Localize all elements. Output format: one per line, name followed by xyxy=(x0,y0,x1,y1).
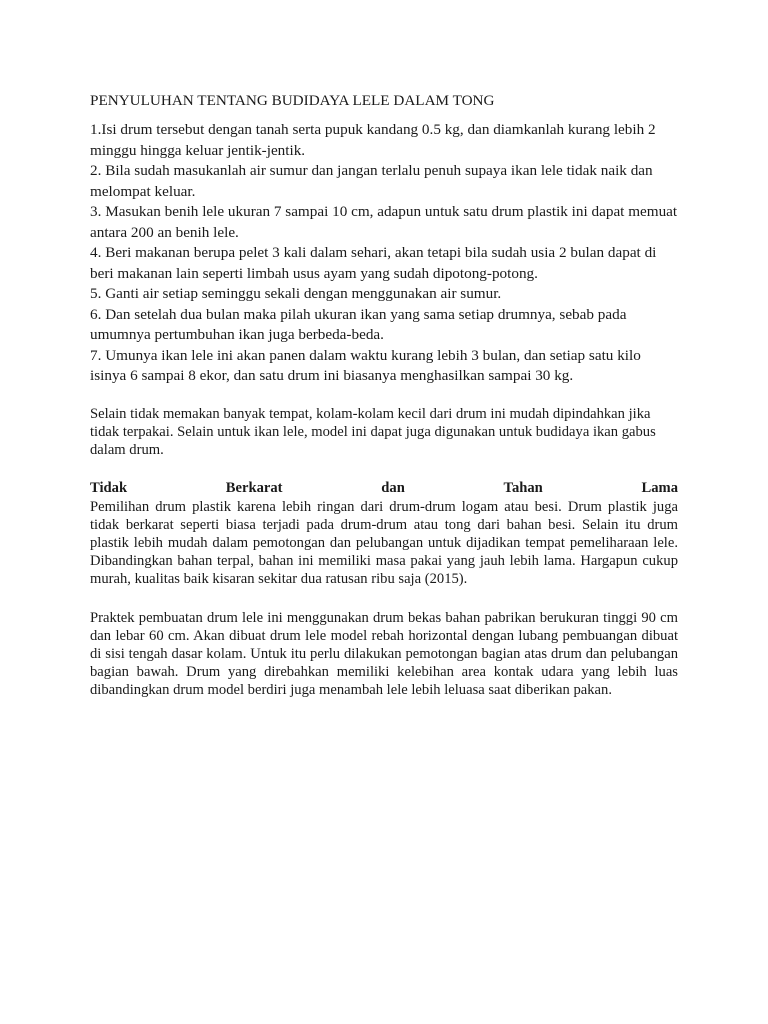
document-page xyxy=(90,91,678,700)
section-heading-word: Berkarat xyxy=(225,480,283,497)
section-heading xyxy=(90,479,678,497)
step-item: 6. Dan setelah dua bulan maka pilah ukuran ikan yang sama setiap drumnya, sebab pada umumnya pertumbuhan ikan juga berbeda-beda. xyxy=(90,305,627,343)
spacer xyxy=(90,459,678,479)
steps-list xyxy=(90,120,678,387)
section-heading-word: Tahan xyxy=(503,480,543,497)
section-heading-word: Tidak xyxy=(90,480,128,497)
spacer xyxy=(90,387,678,405)
step-item: 4. Beri makanan berupa pelet 3 kali dalam sehari, akan tetapi bila sudah usia 2 bulan dapat di beri makanan lain seperti limbah usus ayam yang sudah dipotong-potong. xyxy=(90,244,657,282)
section-paragraph: Pemilihan drum plastik karena lebih ringan dari drum-drum logam atau besi. Drum plastik juga tidak berkarat seperti biasa terjadi pada drum-drum atau tong dari bahan besi. Selain itu drum plastik lebih mudah dalam pemotongan dan pelubangan untuk dijadikan tempat pemeliharaan lele. Dibandingkan bahan terpal, bahan ini memiliki masa pakai yang jauh lebih lama. Hargapun cukup murah, kualitas baik kisaran sekitar dua ratusan ribu saja (2015). xyxy=(90,498,678,588)
step-item: 1.Isi drum tersebut dengan tanah serta pupuk kandang 0.5 kg, dan diamkanlah kurang lebih 2 minggu hingga keluar jentik-jentik. xyxy=(90,121,656,159)
step-item: 2. Bila sudah masukanlah air sumur dan jangan terlalu penuh supaya ikan lele tidak naik dan melompat keluar. xyxy=(90,162,653,200)
step-item: 3. Masukan benih lele ukuran 7 sampai 10 cm, adapun untuk satu drum plastik ini dapat memuat antara 200 an benih lele. xyxy=(90,203,678,241)
spacer xyxy=(90,589,678,609)
step-item: 5. Ganti air setiap seminggu sekali dengan menggunakan air sumur. xyxy=(90,285,502,302)
closing-paragraph: Praktek pembuatan drum lele ini menggunakan drum bekas bahan pabrikan berukuran tinggi 90 cm dan lebar 60 cm. Akan dibuat drum lele model rebah horizontal dengan lubang pembuangan dibuat di sisi tengah dasar kolam. Untuk itu perlu dilakukan pemotongan bagian atas drum dan pelubangan bagian bawah. Drum yang direbahkan memiliki kelebihan area kontak udara yang lebih luas dibandingkan drum model berdiri juga menambah lele lebih leluasa saat diberikan pakan. xyxy=(90,609,678,699)
step-item: 7. Umunya ikan lele ini akan panen dalam waktu kurang lebih 3 bulan, dan setiap satu kilo isinya 6 sampai 8 ekor, dan satu drum ini biasanya menghasilkan sampai 30 kg. xyxy=(90,346,641,384)
intro-paragraph: Selain tidak memakan banyak tempat, kolam-kolam kecil dari drum ini mudah dipindahkan jika tidak terpakai. Selain untuk ikan lele, model ini dapat juga digunakan untuk budidaya ikan gabus dalam drum. xyxy=(90,405,656,458)
document-title: PENYULUHAN TENTANG BUDIDAYA LELE DALAM TONG xyxy=(90,92,495,109)
section-heading-word: Lama xyxy=(641,480,678,497)
section-heading-word: dan xyxy=(381,480,405,497)
